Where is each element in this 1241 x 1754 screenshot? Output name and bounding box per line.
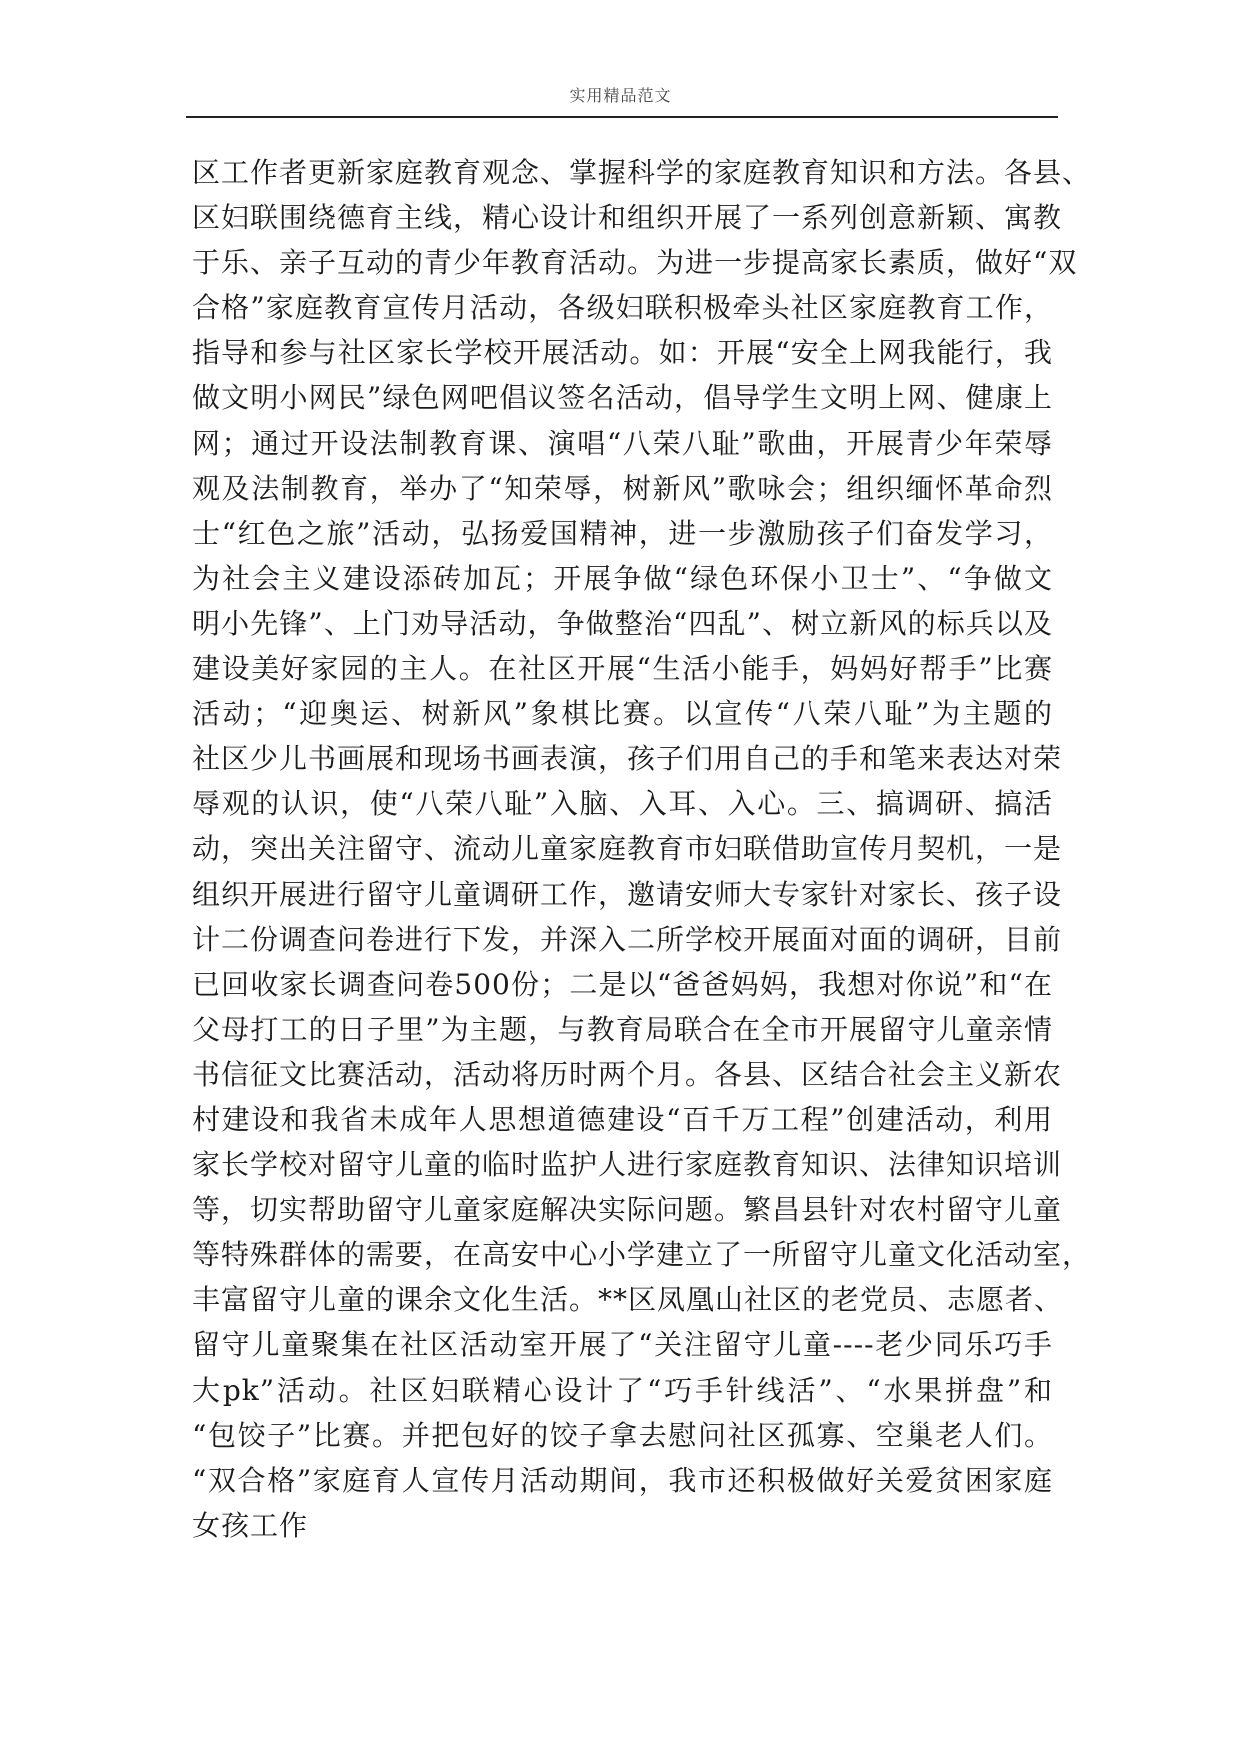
text-line: 辱观的认识，使“八荣八耻”入脑、入耳、入心。三、搞调研、搞活 [192,787,1053,821]
text-line: 做文明小网民”绿色网吧倡议签名活动，倡导学生文明上网、健康上 [192,381,1053,415]
text-line: 计二份调查问卷进行下发，并深入二所学校开展面对面的调研，目前 [192,922,1063,956]
text-line: 组织开展进行留守儿童调研工作，邀请安师大专家针对家长、孩子设 [192,877,1063,911]
text-line: 指导和参与社区家长学校开展活动。如：开展“安全上网我能行，我 [192,336,1053,370]
text-line: 为社会主义建设添砖加瓦；开展争做“绿色环保小卫士”、“争做文 [192,561,1053,595]
text-line: 建设美好家园的主人。在社区开展“生活小能手，妈妈好帮手”比赛 [192,652,1053,686]
text-line: 村建设和我省未成年人思想道德建设“百千万工程”创建活动，利用 [192,1102,1053,1136]
text-line: 于乐、亲子互动的青少年教育活动。为进一步提高家长素质，做好“双 [192,246,1078,280]
text-line: 明小先锋”、上门劝导活动，争做整治“四乱”、树立新风的标兵以及 [192,606,1053,640]
text-line: 士“红色之旅”活动，弘扬爱国精神，进一步激励孩子们奋发学习， [192,516,1053,550]
page-header-title: 实用精品范文 [569,86,672,105]
text-line: 丰富留守儿童的课余文化生活。**区凤凰山社区的老党员、志愿者、 [192,1283,1064,1317]
text-line: 活动；“迎奥运、树新风”象棋比赛。以宣传“八荣八耻”为主题的 [192,697,1053,731]
text-line: 等特殊群体的需要，在高安中心小学建立了一所留守儿童文化活动室， [192,1238,1092,1272]
text-line: 区妇联围绕德育主线，精心设计和组织开展了一系列创意新颖、寓教 [192,201,1063,235]
text-line: 大pk”活动。社区妇联精心设计了“巧手针线活”、“水果拼盘”和 [192,1373,1053,1407]
text-line: 动，突出关注留守、流动儿童家庭教育市妇联借助宣传月契机，一是 [192,832,1063,866]
body-text [192,150,1092,1548]
text-line: 父母打工的日子里”为主题，与教育局联合在全市开展留守儿童亲情 [192,1012,1053,1046]
text-line: 合格”家庭教育宣传月活动，各级妇联积极牵头社区家庭教育工作， [192,291,1053,325]
text-line: 区工作者更新家庭教育观念、掌握科学的家庭教育知识和方法。各县、 [192,156,1092,189]
text-line: 书信征文比赛活动，活动将历时两个月。各县、区结合社会主义新农 [192,1057,1063,1091]
header-divider [186,116,1058,118]
text-line: 等，切实帮助留守儿童家庭解决实际问题。繁昌县针对农村留守儿童 [192,1193,1063,1227]
text-line: 观及法制教育，举办了“知荣辱，树新风”歌咏会；组织缅怀革命烈 [192,471,1053,505]
text-line: 已回收家长调查问卷500份；二是以“爸爸妈妈，我想对你说”和“在 [192,967,1053,1001]
text-line: “包饺子”比赛。并把包好的饺子拿去慰问社区孤寡、空巢老人们。 [192,1418,1053,1452]
text-line: 社区少儿书画展和现场书画表演，孩子们用自己的手和笔来表达对荣 [192,742,1063,776]
text-line: 网；通过开设法制教育课、演唱“八荣八耻”歌曲，开展青少年荣辱 [192,426,1053,460]
text-line-last: 女孩工作 [192,1508,309,1542]
text-line: 家长学校对留守儿童的临时监护人进行家庭教育知识、法律知识培训 [192,1148,1063,1182]
text-line: “双合格”家庭育人宣传月活动期间，我市还积极做好关爱贫困家庭 [192,1463,1053,1497]
text-line: 留守儿童聚集在社区活动室开展了“关注留守儿童----老少同乐巧手 [192,1328,1053,1362]
